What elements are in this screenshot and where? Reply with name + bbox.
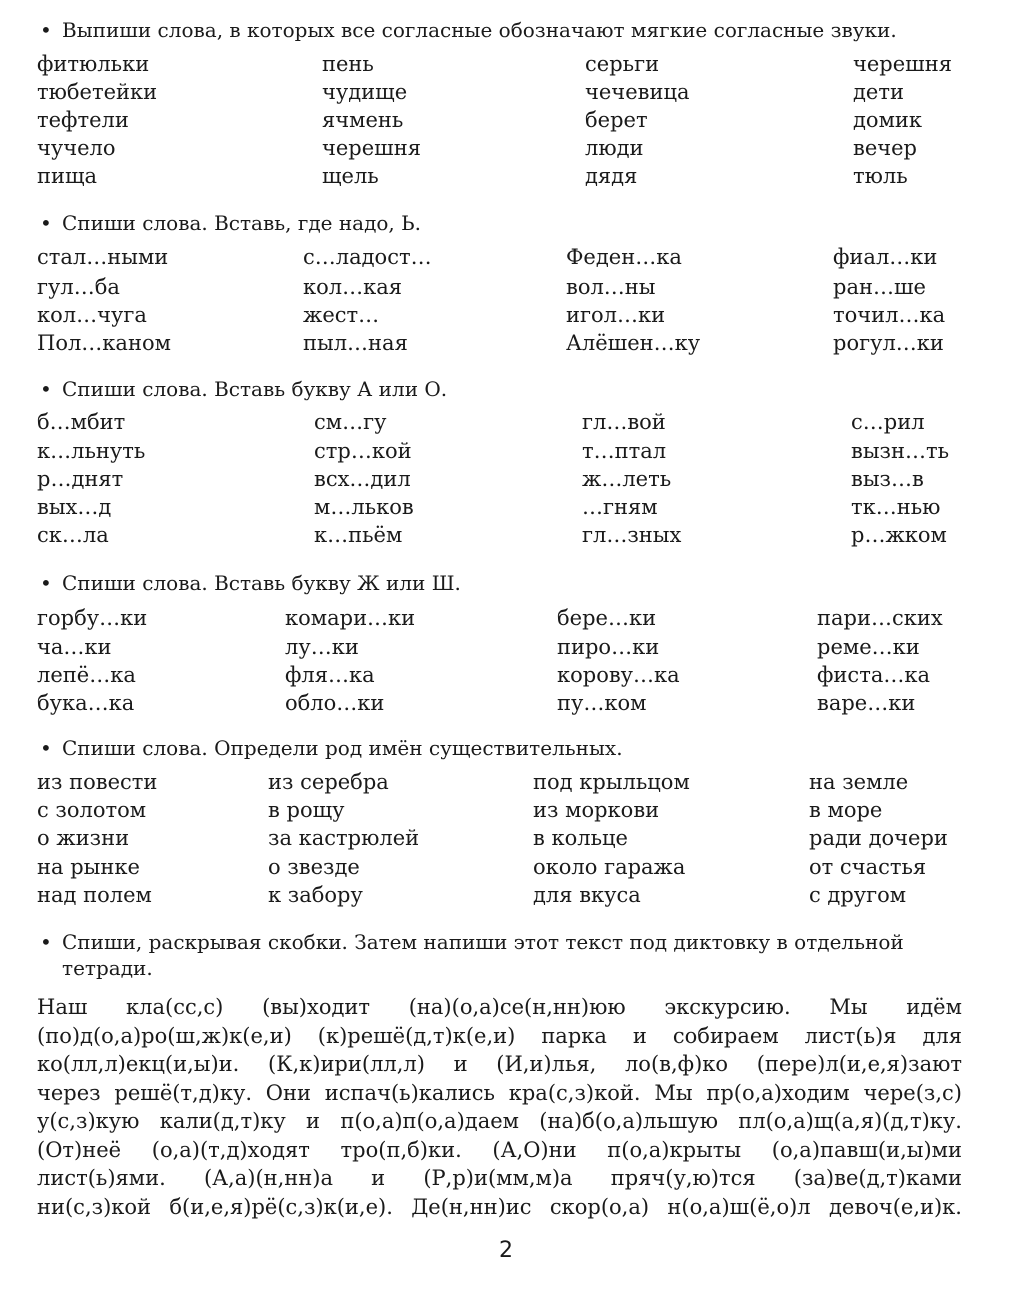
bullet-icon: • (40, 571, 52, 595)
text-word: (на)(о,а)се(н,нн)юю (408, 995, 626, 1019)
text-word: (вы)ходит (262, 995, 371, 1019)
text-word: ло(в,ф)ко (624, 1052, 729, 1076)
word-row (0, 796, 1012, 824)
word: чечевица (585, 80, 690, 104)
word: из моркови (533, 798, 660, 822)
word: пыл…ная (303, 331, 408, 355)
word: пиро…ки (557, 635, 660, 659)
dictation-text (37, 993, 962, 1221)
word: ран…ше (833, 275, 926, 299)
text-word: Де(н,нн)ис (411, 1194, 532, 1219)
text-word: (за)ве(д,т)ками (793, 1166, 962, 1190)
word: к забору (268, 883, 363, 907)
text-word: ко(лл,л)екц(и,ы)и. (37, 1052, 240, 1076)
word: гул…ба (37, 275, 120, 299)
word: рогул…ки (833, 331, 944, 355)
text-word: (И,и)лья, (496, 1052, 597, 1076)
word: тк…нью (851, 495, 941, 519)
word: щель (322, 164, 379, 188)
text-line (37, 1079, 962, 1108)
word-row (0, 633, 1012, 661)
word-row (0, 162, 1012, 190)
text-word: (о,а)(т,д)ходят (151, 1137, 310, 1162)
word: пари…ских (817, 606, 943, 630)
task-instruction: • Спиши слова. Определи род имён существительных. (40, 736, 623, 760)
text-word: кали(д,т)ку (159, 1109, 286, 1133)
word: из повести (37, 770, 158, 794)
word: в рощу (268, 798, 345, 822)
word: бука…ка (37, 691, 135, 715)
word: горбу…ки (37, 606, 148, 630)
word-row (0, 78, 1012, 106)
word: фля…ка (285, 663, 375, 687)
text-word: (о,а)павш(и,ы)ми (771, 1137, 962, 1162)
text-word: (на)б(о,а)льшую (539, 1109, 718, 1133)
word: м…льков (314, 495, 414, 519)
word: на рынке (37, 855, 140, 879)
word: тюль (853, 164, 908, 188)
word-row (0, 329, 1012, 357)
word: к…льнуть (37, 439, 146, 463)
word: о звезде (268, 855, 360, 879)
word: с другом (809, 883, 907, 907)
text-word: у(с,з)кую (37, 1109, 140, 1133)
word: точил…ка (833, 303, 946, 327)
word: тефтели (37, 108, 129, 132)
word: Пол…каном (37, 331, 171, 355)
word: стал…ными (37, 245, 169, 269)
bullet-icon: • (40, 18, 52, 42)
word-row (0, 273, 1012, 301)
word: в море (809, 798, 883, 822)
text-word: и (306, 1109, 321, 1133)
word: под крыльцом (533, 770, 690, 794)
word: выз…в (851, 467, 924, 491)
word-row (0, 437, 1012, 465)
text-word: кла(сс,с) (126, 995, 224, 1019)
text-word: (пере)л(и,е,я)зают (756, 1052, 962, 1076)
text-word: тро(п,б)ки. (340, 1137, 462, 1162)
word: гл…зных (582, 523, 682, 547)
word-row (0, 243, 1012, 271)
text-line (37, 1107, 962, 1136)
text-word: и (632, 1023, 647, 1048)
word-row (0, 521, 1012, 549)
word: т…птал (582, 439, 667, 463)
word: пища (37, 164, 98, 188)
text-line (37, 1050, 962, 1079)
text-word: кра(с,з)кой. (508, 1080, 641, 1105)
word-row (0, 661, 1012, 689)
word: черешня (322, 136, 421, 160)
word: из серебра (268, 770, 389, 794)
word: на земле (809, 770, 909, 794)
word: черешня (853, 52, 952, 76)
word-row (0, 50, 1012, 78)
word: кол…чуга (37, 303, 147, 327)
text-word: лист(ь)я (804, 1023, 897, 1048)
word-row (0, 493, 1012, 521)
word-row (0, 408, 1012, 436)
text-word: пр(о,а)ходим (706, 1080, 850, 1105)
word: над полем (37, 883, 152, 907)
text-word: лист(ь)ями. (37, 1166, 166, 1190)
word: игол…ки (566, 303, 666, 327)
text-word: (по)д(о,а)ро(ш,ж)к(е,и) (37, 1023, 292, 1048)
word: фиста…ка (817, 663, 930, 687)
word: всх…дил (314, 467, 411, 491)
word: для вкуса (533, 883, 641, 907)
word: ради дочери (809, 826, 948, 850)
bullet-icon: • (40, 930, 52, 954)
text-word: через (37, 1080, 101, 1105)
text-word: для (922, 1023, 962, 1048)
word: гл…вой (582, 410, 666, 434)
text-line (37, 1022, 962, 1051)
word: серьги (585, 52, 660, 76)
word: кол…кая (303, 275, 403, 299)
text-word: пряч(у,ю)тся (610, 1166, 756, 1190)
text-word: (А,О)ни (492, 1137, 577, 1162)
text-word: Наш (37, 995, 88, 1019)
word: фитюльки (37, 52, 150, 76)
word-row (0, 824, 1012, 852)
word: за кастрюлей (268, 826, 420, 850)
text-word: Мы (829, 995, 868, 1019)
word: обло…ки (285, 691, 385, 715)
text-word: скор(о,а) (549, 1194, 650, 1219)
word-row (0, 465, 1012, 493)
text-word: н(о,а)ш(ё,о)л (667, 1194, 811, 1219)
text-word: (К,к)ири(лл,л) (268, 1052, 425, 1076)
task-instruction (40, 929, 970, 981)
word: в кольце (533, 826, 628, 850)
word: Феден…ка (566, 245, 682, 269)
word: вол…ны (566, 275, 656, 299)
text-word: собираем (672, 1023, 779, 1048)
word: ж…леть (582, 467, 672, 491)
word: стр…кой (314, 439, 412, 463)
word: р…днят (37, 467, 124, 491)
bullet-icon: • (40, 377, 52, 401)
word: реме…ки (817, 635, 920, 659)
word: пень (322, 52, 374, 76)
word: б…мбит (37, 410, 126, 434)
text-word: и (371, 1166, 386, 1190)
text-line (37, 1193, 962, 1222)
word: с…ладост… (303, 245, 432, 269)
word: берет (585, 108, 648, 132)
page-number: 2 (499, 1238, 513, 1263)
word: бере…ки (557, 606, 657, 630)
word-row (0, 604, 1012, 632)
word: лу…ки (285, 635, 359, 659)
text-word: п(о,а)крыты (607, 1137, 742, 1162)
text-word: (От)неё (37, 1137, 122, 1162)
task-instruction: • Выпиши слова, в которых все согласные обозначают мягкие согласные звуки. (40, 18, 897, 42)
word: чучело (37, 136, 116, 160)
word: чудище (322, 80, 408, 104)
text-word: девоч(е,и)к. (828, 1194, 962, 1219)
word: корову…ка (557, 663, 680, 687)
word: дети (853, 80, 904, 104)
task-instruction: • Спиши слова. Вставь, где надо, Ь. (40, 211, 421, 235)
bullet-icon: • (40, 736, 52, 760)
word: комари…ки (285, 606, 416, 630)
word: …гням (582, 495, 658, 519)
task-instruction: • Спиши слова. Вставь букву А или О. (40, 377, 448, 401)
word: фиал…ки (833, 245, 938, 269)
text-word: испач(ь)кались (324, 1080, 495, 1105)
word-row (0, 689, 1012, 717)
text-word: экскурсию. (664, 995, 791, 1019)
text-word: пл(о,а)щ(а,я)(д,т)ку. (738, 1109, 962, 1133)
text-line (37, 1164, 962, 1193)
word: тюбетейки (37, 80, 158, 104)
text-word: ни(с,з)кой (37, 1194, 152, 1219)
text-word: (Р,р)и(мм,м)а (423, 1166, 573, 1190)
word: вызн…ть (851, 439, 950, 463)
text-word: чере(з,с) (863, 1080, 962, 1105)
word: около гаража (533, 855, 686, 879)
word: вечер (853, 136, 918, 160)
word-row (0, 881, 1012, 909)
word: к…пьём (314, 523, 403, 547)
word: ячмень (322, 108, 404, 132)
task-instruction: • Спиши слова. Вставь букву Ж или Ш. (40, 571, 461, 595)
word: ск…ла (37, 523, 109, 547)
word-row (0, 301, 1012, 329)
word: о жизни (37, 826, 130, 850)
text-line (37, 993, 962, 1022)
word: лепё…ка (37, 663, 136, 687)
word: домик (853, 108, 923, 132)
word: р…жком (851, 523, 947, 547)
text-word: идём (906, 995, 962, 1019)
word: с…рил (851, 410, 925, 434)
word-row (0, 106, 1012, 134)
word: с золотом (37, 798, 147, 822)
text-word: и (453, 1052, 468, 1076)
word: вых…д (37, 495, 112, 519)
text-word: парка (541, 1023, 607, 1048)
text-word: Мы (654, 1080, 693, 1105)
text-word: п(о,а)п(о,а)даем (340, 1109, 519, 1133)
text-word: (А,а)(н,нн)а (203, 1166, 334, 1190)
word: жест… (303, 303, 380, 327)
text-line (37, 1136, 962, 1165)
text-word: (к)решё(д,т)к(е,и) (317, 1023, 516, 1048)
word: от счастья (809, 855, 927, 879)
word: варе…ки (817, 691, 916, 715)
word: Алёшен…ку (566, 331, 701, 355)
task-line: Спиши, раскрывая скобки. Затем напиши этот текст под диктовку в отдельной (62, 930, 904, 954)
word: люди (585, 136, 644, 160)
bullet-icon: • (40, 211, 52, 235)
word-row (0, 134, 1012, 162)
word-row (0, 853, 1012, 881)
text-word: Они (265, 1080, 312, 1105)
word: пу…ком (557, 691, 647, 715)
word: дядя (585, 164, 638, 188)
word: см…гу (314, 410, 387, 434)
text-word: решё(т,д)ку. (114, 1080, 253, 1105)
task-line: тетради. (62, 956, 153, 980)
word: ча…ки (37, 635, 112, 659)
word-row (0, 768, 1012, 796)
text-word: б(и,е,я)рё(с,з)к(и,е). (169, 1194, 393, 1219)
